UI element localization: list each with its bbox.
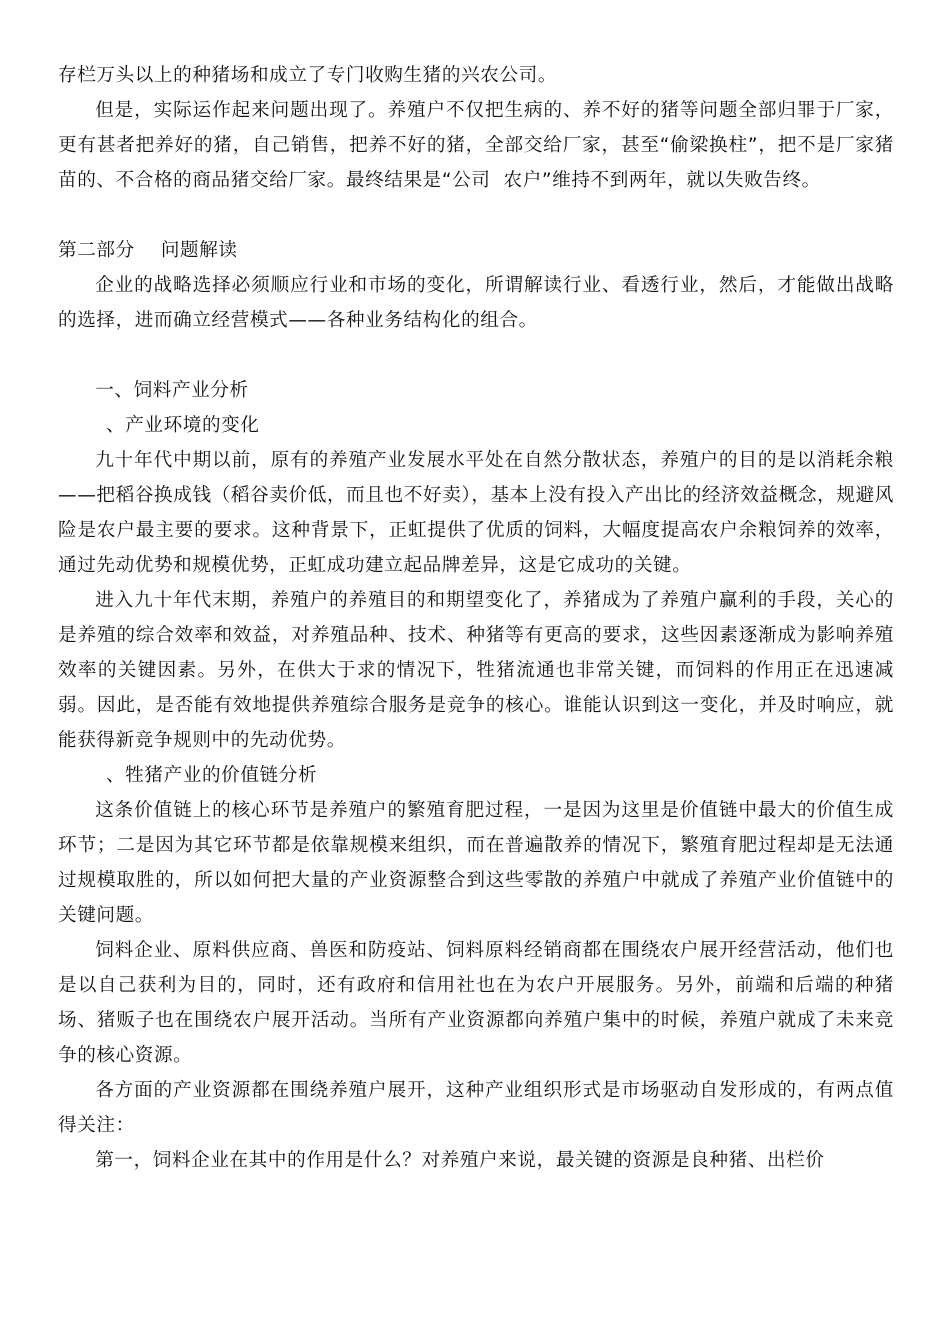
paragraph-first-point: 第一，饲料企业在其中的作用是什么？对养殖户来说，最关键的资源是良种猪、出栏价 <box>95 1150 825 1171</box>
subheading-environment-change: 、产业环境的变化 <box>106 415 260 436</box>
subsection-heading-feed-industry: 一、饲料产业分析 <box>95 380 249 401</box>
paragraph-industry-resources: 饲料企业、原料供应商、兽医和防疫站、饲料原料经销商都在围绕农户展开经营活动，他们也是以自己获利为目的，同时，还有政府和信用社也在为农户开展服务。另外，前端和后端的种猪场、猪贩子也在围绕农户展开活动。当所有产业资源都向养殖户集中的时候，养殖户就成了未来竞争的核心资源。 <box>58 940 894 1066</box>
paragraph-continued: 存栏万头以上的种猪场和成立了专门收购生猪的兴农公司。 <box>58 65 558 86</box>
spacer <box>58 338 894 373</box>
paragraph-strategy: 企业的战略选择必须顺应行业和市场的变化，所谓解读行业、看透行业，然后，才能做出战略的选择，进而确立经营模式——各种业务结构化的组合。 <box>58 275 894 331</box>
paragraph-problem: 但是，实际运作起来问题出现了。养殖户不仅把生病的、养不好的猪等问题全部归罪于厂家，更有甚者把养好的猪，自己销售，把养不好的猪，全部交给厂家，甚至“偷梁换柱”，把不是厂家猪苗的、不合格的商品猪交给厂家。最终结果是“公司 农户”维持不到两年，就以失败告终。 <box>58 100 894 191</box>
paragraph-value-chain-core: 这条价值链上的核心环节是养殖户的繁殖育肥过程，一是因为这里是价值链中最大的价值生成环节；二是因为其它环节都是依靠规模来组织，而在普遍散养的情况下，繁殖育肥过程却是无法通过规模取胜的，所以如何把大量的产业资源整合到这些零散的养殖户中就成了养殖产业价值链中的关键问题。 <box>58 800 894 926</box>
paragraph-market-driven: 各方面的产业资源都在围绕养殖户展开，这种产业组织形式是市场驱动自发形成的，有两点值得关注： <box>58 1080 894 1136</box>
section-title: 第二部分 问题解读 <box>58 240 238 261</box>
spacer <box>58 198 894 233</box>
subheading-value-chain: 、牲猪产业的价值链分析 <box>106 765 318 786</box>
paragraph-late-90s: 进入九十年代末期，养殖户的养殖目的和期望变化了，养猪成为了养殖户赢利的手段，关心的是养殖的综合效率和效益，对养殖品种、技术、种猪等有更高的要求，这些因素逐渐成为影响养殖效率的关键因素。另外，在供大于求的情况下，牲猪流通也非常关键，而饲料的作用正在迅速减弱。因此，是否能有效地提供养殖综合服务是竞争的核心。谁能认识到这一变化，并及时响应，就能获得新竞争规则中的先动优势。 <box>58 590 894 751</box>
paragraph-mid-90s: 九十年代中期以前，原有的养殖产业发展水平处在自然分散状态，养殖户的目的是以消耗余粮——把稻谷换成钱（稻谷卖价低，而且也不好卖），基本上没有投入产出比的经济效益概念，规避风险是农户最主要的要求。这种背景下，正虹提供了优质的饲料，大幅度提高农户余粮饲养的效率，通过先动优势和规模优势，正虹成功建立起品牌差异，这是它成功的关键。 <box>58 450 894 576</box>
document-page <box>58 58 894 1178</box>
